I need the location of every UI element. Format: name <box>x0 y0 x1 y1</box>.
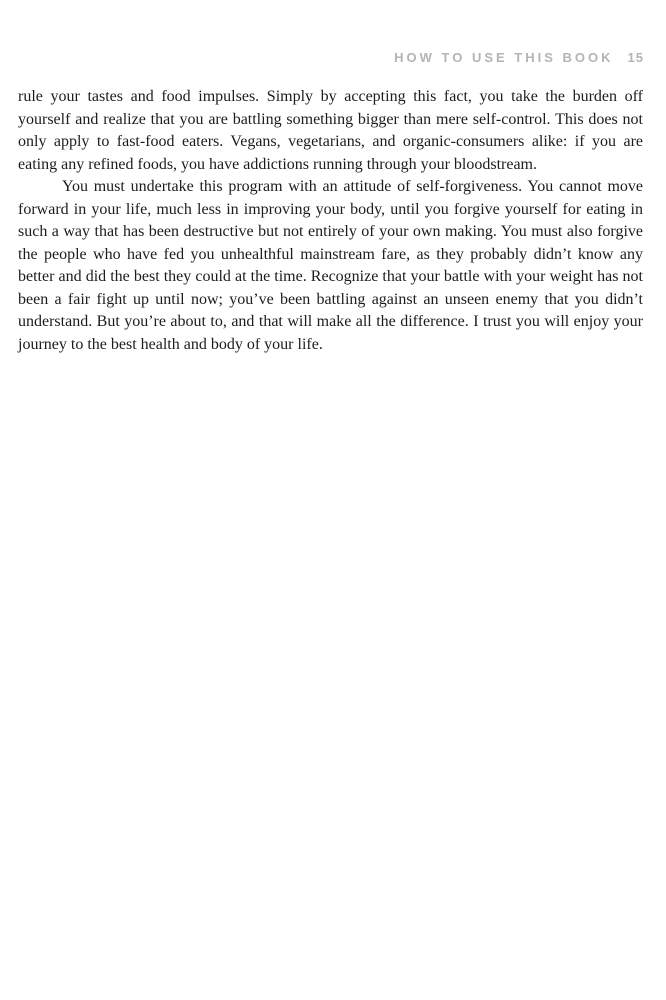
running-header <box>394 50 644 65</box>
paragraph-continued: rule your tastes and food impulses. Simply by accepting this fact, you take the burden off yourself and realize that you are battling something bigger than mere self-control. This does not only apply to fast-food eaters. Vegans, vegetarians, and organic-consumers alike: if you are eating any refined foods, you have addictions running through your bloodstream. <box>18 88 643 173</box>
page-number: 15 <box>627 50 644 65</box>
paragraph: You must undertake this program with an attitude of self-forgiveness. You cannot move forward in your life, much less in improving your body, until you forgive yourself for eating in such a way that has been destructive but not entirely of your own making. You must also forgive the people who have fed you unhealthful mainstream fare, as they probably didn’t know any better and did the best they could at the time. Recognize that your battle with your weight has not been a fair fight up until now; you’ve been battling against an unseen enemy that you didn’t understand. But you’re about to, and that will make all the difference. I trust you will enjoy your journey to the best health and body of your life. <box>18 178 643 353</box>
section-title: HOW TO USE THIS BOOK <box>394 50 614 65</box>
body-text <box>18 86 643 356</box>
